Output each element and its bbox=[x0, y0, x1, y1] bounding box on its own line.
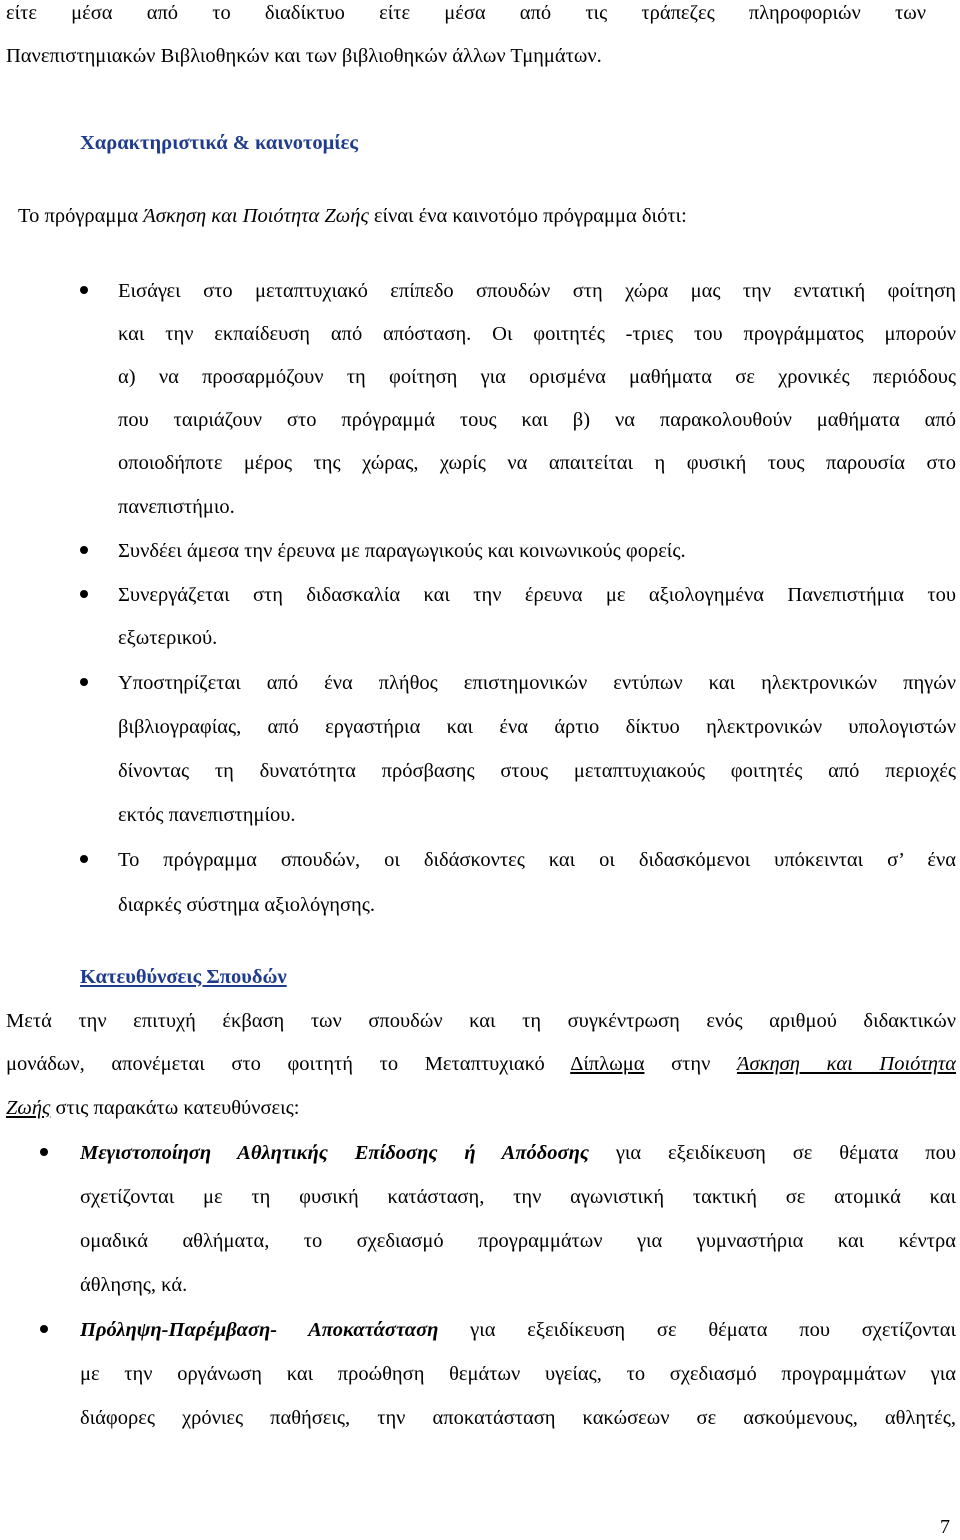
bullet-icon bbox=[80, 678, 88, 686]
bullet-icon bbox=[40, 1325, 48, 1333]
feature-4-line-1: Υποστηρίζεται από ένα πλήθος επιστημονικών εντύπων και ηλεκτρονικών πηγών bbox=[118, 672, 956, 694]
feature-5-line-1: Το πρόγραμμα σπουδών, οι διδάσκοντες και οι διδασκόμενοι υπόκεινται σ’ ένα bbox=[118, 849, 956, 871]
feature-3-line-1: Συνεργάζεται στη διδασκαλία και την έρευνα με αξιολογημένα Πανεπιστήμια του bbox=[118, 584, 956, 606]
direction-2-title: Πρόληψη-Παρέμβαση- Αποκατάσταση bbox=[80, 1319, 439, 1341]
features-intro-program-name: Άσκηση και Ποιότητα Ζωής bbox=[143, 205, 369, 227]
feature-1-line-3: α) να προσαρμόζουν τη φοίτηση για ορισμένα μαθήματα σε χρονικές περιόδους bbox=[118, 366, 956, 388]
directions-line-2-pre: μονάδων, απονέμεται στο φοιτητή το Μεταπτυχιακό bbox=[6, 1053, 571, 1075]
page-number: 7 bbox=[940, 1516, 950, 1538]
feature-4-line-3: δίνοντας τη δυνατότητα πρόσβασης στους μεταπτυχιακούς φοιτητές από περιοχές bbox=[118, 760, 956, 782]
bullet-icon bbox=[80, 546, 88, 554]
directions-line-3-post: στις παρακάτω κατευθύνσεις: bbox=[50, 1097, 300, 1119]
directions-heading bbox=[80, 964, 287, 990]
feature-1-line-2: και την εκπαίδευση από απόσταση. Οι φοιτητές -τριες του προγράμματος μπορούν bbox=[118, 323, 956, 345]
feature-4-line-2: βιβλιογραφίας, από εργαστήρια και ένα άρτιο δίκτυο ηλεκτρονικών υπολογιστών bbox=[118, 716, 956, 738]
program-name-part-2: Ζωής bbox=[6, 1097, 51, 1119]
diploma-word: Δίπλωμα bbox=[570, 1053, 645, 1075]
feature-1-line-5: οποιοδήποτε μέρος της χώρας, χωρίς να απαιτείται η φυσική τους παρουσία στο bbox=[118, 452, 956, 474]
direction-1-line-1 bbox=[80, 1140, 956, 1166]
feature-4-line-4: εκτός πανεπιστημίου. bbox=[118, 804, 296, 826]
direction-1-line-4: άθλησης, κά. bbox=[80, 1274, 188, 1296]
direction-1-first-rest: για εξειδίκευση σε θέματα που bbox=[588, 1142, 956, 1164]
intro-line-2: Πανεπιστημιακών Βιβλιοθηκών και των βιβλιοθηκών άλλων Τμημάτων. bbox=[6, 45, 602, 67]
feature-1-line-1: Εισάγει στο μεταπτυχιακό επίπεδο σπουδών στη χώρα μας την εντατική φοίτηση bbox=[118, 280, 956, 302]
bullet-icon bbox=[80, 590, 88, 598]
direction-2-first-rest: για εξειδίκευση σε θέματα που σχετίζονται bbox=[438, 1319, 956, 1341]
feature-5-line-2: διαρκές σύστημα αξιολόγησης. bbox=[118, 894, 376, 916]
features-intro-pre: Το πρόγραμμα bbox=[18, 205, 144, 227]
features-heading: Χαρακτηριστικά & καινοτομίες bbox=[80, 132, 359, 154]
directions-line-2 bbox=[6, 1051, 956, 1077]
feature-1-line-4: που ταιριάζουν στο πρόγραμμά τους και β) να παρακολουθούν μαθήματα από bbox=[118, 409, 956, 431]
feature-2-line-1: Συνδέει άμεσα την έρευνα με παραγωγικούς και κοινωνικούς φορείς. bbox=[118, 540, 686, 562]
intro-line-1: είτε μέσα από το διαδίκτυο είτε μέσα από τις τράπεζες πληροφοριών των bbox=[6, 2, 926, 24]
direction-1-line-3: ομαδικά αθλήματα, το σχεδιασμό προγραμμάτων για γυμναστήρια και κέντρα bbox=[80, 1230, 956, 1252]
direction-2-line-2: με την οργάνωση και προώθηση θεμάτων υγείας, το σχεδιασμό προγραμμάτων για bbox=[80, 1363, 956, 1385]
features-intro bbox=[18, 203, 687, 229]
bullet-icon bbox=[80, 855, 88, 863]
directions-heading-text: Κατευθύνσεις Σπουδών bbox=[80, 966, 287, 988]
program-name-part-1: Άσκηση και Ποιότητα bbox=[736, 1053, 956, 1075]
bullet-icon bbox=[40, 1148, 48, 1156]
directions-line-2-mid: στην bbox=[644, 1053, 737, 1075]
feature-3-line-2: εξωτερικού. bbox=[118, 627, 218, 649]
directions-line-3 bbox=[6, 1095, 299, 1121]
direction-1-title: Μεγιστοποίηση Αθλητικής Επίδοσης ή Απόδοσης bbox=[80, 1142, 589, 1164]
direction-2-line-3: διάφορες χρόνιες παθήσεις, την αποκατάσταση κακώσεων σε ασκούμενους, αθλητές, bbox=[80, 1407, 956, 1429]
feature-1-line-6: πανεπιστήμιο. bbox=[118, 496, 235, 518]
features-intro-post: είναι ένα καινοτόμο πρόγραμμα διότι: bbox=[368, 205, 687, 227]
bullet-icon bbox=[80, 286, 88, 294]
direction-1-line-2: σχετίζονται με τη φυσική κατάσταση, την αγωνιστική τακτική σε ατομικά και bbox=[80, 1186, 956, 1208]
direction-2-line-1 bbox=[80, 1317, 956, 1343]
directions-line-1: Μετά την επιτυχή έκβαση των σπουδών και τη συγκέντρωση ενός αριθμού διδακτικών bbox=[6, 1010, 956, 1032]
